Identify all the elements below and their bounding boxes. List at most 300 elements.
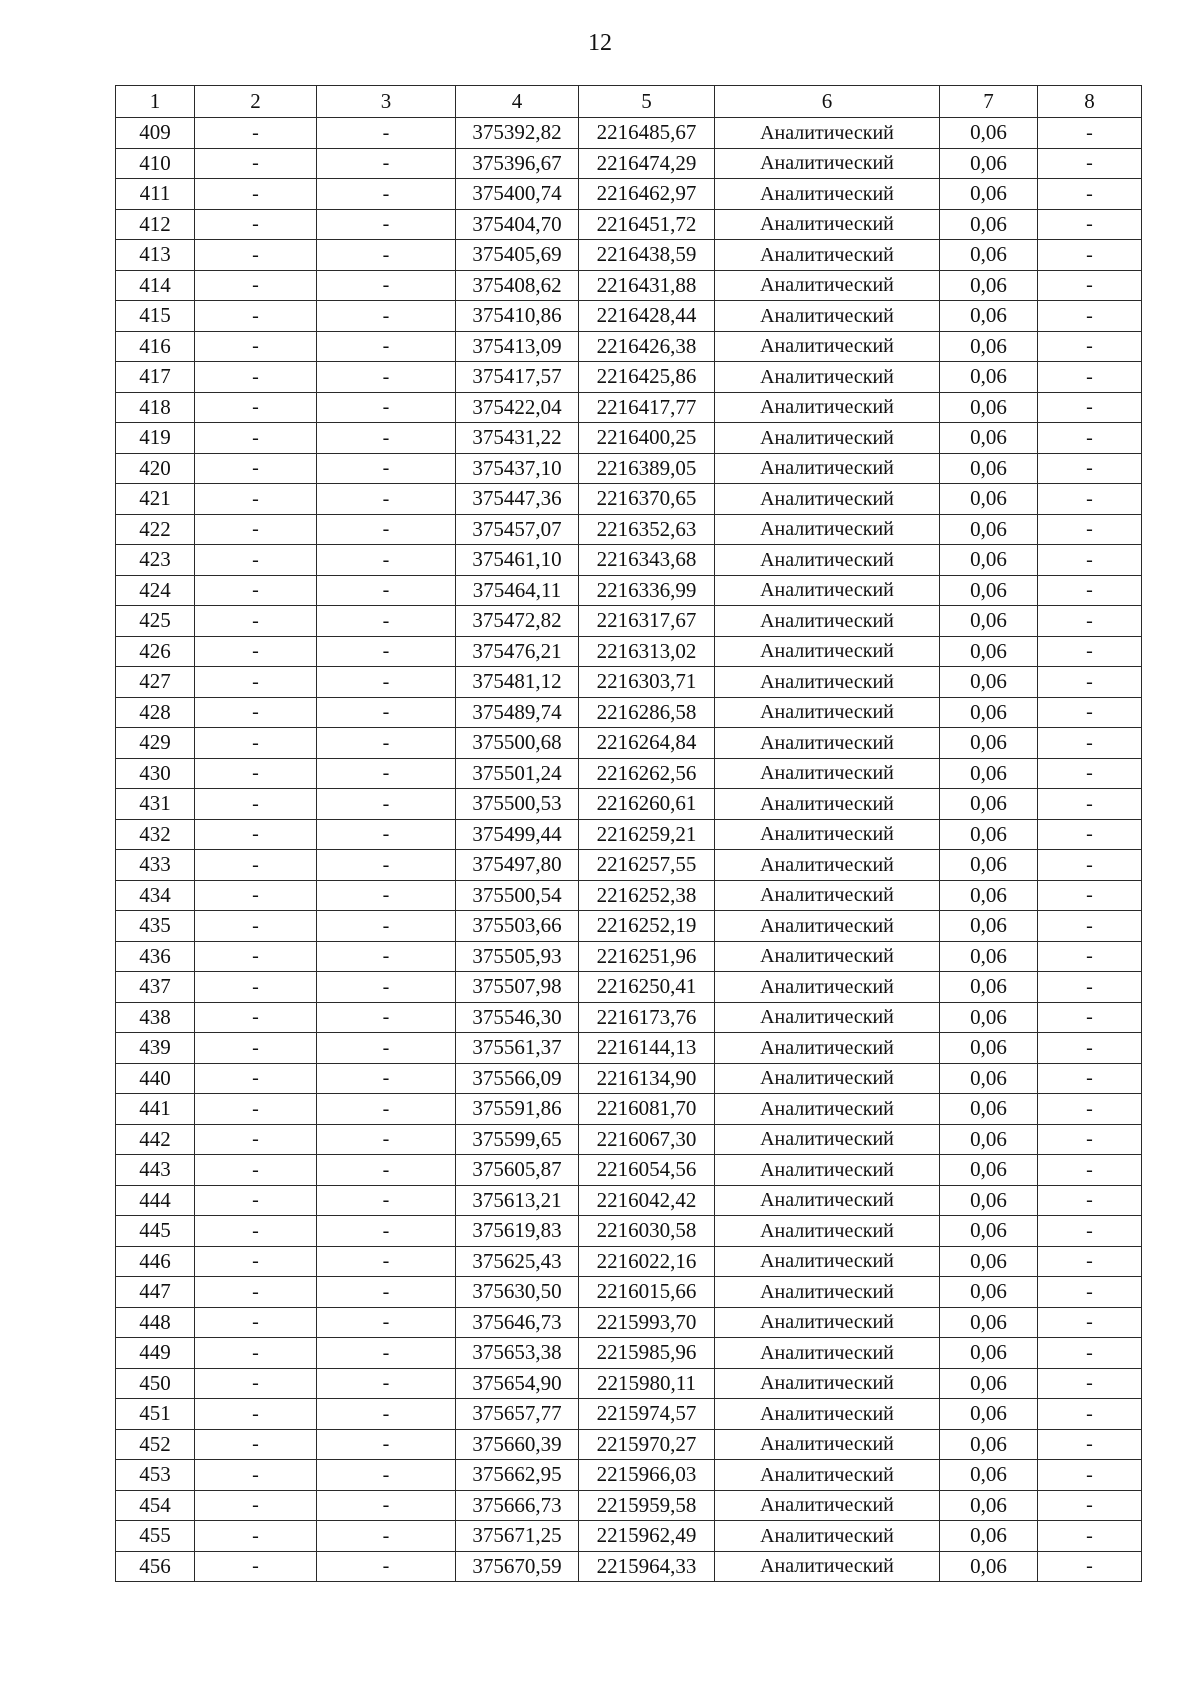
- page-number: 12: [588, 30, 612, 56]
- point-number-cell: 451: [116, 1399, 195, 1430]
- y-coordinate-cell: 2216264,84: [579, 728, 715, 759]
- x-coordinate-cell: 375566,09: [456, 1063, 579, 1094]
- y-coordinate-cell: 2216313,02: [579, 636, 715, 667]
- point-number-cell: 420: [116, 453, 195, 484]
- method-cell: Аналитический: [715, 1368, 940, 1399]
- accuracy-cell: 0,06: [940, 972, 1038, 1003]
- col8-cell: -: [1038, 1094, 1142, 1125]
- col2-cell: -: [195, 453, 317, 484]
- method-cell: Аналитический: [715, 636, 940, 667]
- col8-cell: -: [1038, 240, 1142, 271]
- accuracy-cell: 0,06: [940, 209, 1038, 240]
- accuracy-cell: 0,06: [940, 179, 1038, 210]
- col2-cell: -: [195, 1124, 317, 1155]
- x-coordinate-cell: 375605,87: [456, 1155, 579, 1186]
- accuracy-cell: 0,06: [940, 1094, 1038, 1125]
- point-number-cell: 442: [116, 1124, 195, 1155]
- col8-cell: -: [1038, 179, 1142, 210]
- col8-cell: -: [1038, 758, 1142, 789]
- method-cell: Аналитический: [715, 1429, 940, 1460]
- accuracy-cell: 0,06: [940, 1124, 1038, 1155]
- x-coordinate-cell: 375657,77: [456, 1399, 579, 1430]
- col3-cell: -: [317, 1124, 456, 1155]
- col2-cell: -: [195, 941, 317, 972]
- accuracy-cell: 0,06: [940, 1551, 1038, 1582]
- x-coordinate-cell: 375392,82: [456, 118, 579, 149]
- col2-cell: -: [195, 911, 317, 942]
- col8-cell: -: [1038, 1399, 1142, 1430]
- table-row: [116, 1368, 1142, 1399]
- table-row: [116, 575, 1142, 606]
- y-coordinate-cell: 2216431,88: [579, 270, 715, 301]
- coordinates-table: [115, 85, 1142, 1582]
- col8-cell: -: [1038, 148, 1142, 179]
- col8-cell: -: [1038, 392, 1142, 423]
- x-coordinate-cell: 375476,21: [456, 636, 579, 667]
- accuracy-cell: 0,06: [940, 941, 1038, 972]
- col2-cell: -: [195, 484, 317, 515]
- point-number-cell: 456: [116, 1551, 195, 1582]
- point-number-cell: 439: [116, 1033, 195, 1064]
- y-coordinate-cell: 2215962,49: [579, 1521, 715, 1552]
- point-number-cell: 419: [116, 423, 195, 454]
- x-coordinate-cell: 375481,12: [456, 667, 579, 698]
- col8-cell: -: [1038, 606, 1142, 637]
- method-cell: Аналитический: [715, 1002, 940, 1033]
- method-cell: Аналитический: [715, 1399, 940, 1430]
- point-number-cell: 411: [116, 179, 195, 210]
- x-coordinate-cell: 375499,44: [456, 819, 579, 850]
- y-coordinate-cell: 2216417,77: [579, 392, 715, 423]
- method-cell: Аналитический: [715, 667, 940, 698]
- table-row: [116, 118, 1142, 149]
- col8-cell: -: [1038, 209, 1142, 240]
- point-number-cell: 421: [116, 484, 195, 515]
- col3-cell: -: [317, 880, 456, 911]
- table-row: [116, 819, 1142, 850]
- col2-cell: -: [195, 240, 317, 271]
- table-row: [116, 667, 1142, 698]
- table-row: [116, 484, 1142, 515]
- col8-cell: -: [1038, 1521, 1142, 1552]
- col3-cell: -: [317, 850, 456, 881]
- point-number-cell: 415: [116, 301, 195, 332]
- point-number-cell: 441: [116, 1094, 195, 1125]
- col3-cell: -: [317, 972, 456, 1003]
- col2-cell: -: [195, 697, 317, 728]
- x-coordinate-cell: 375405,69: [456, 240, 579, 271]
- point-number-cell: 430: [116, 758, 195, 789]
- x-coordinate-cell: 375660,39: [456, 1429, 579, 1460]
- y-coordinate-cell: 2216438,59: [579, 240, 715, 271]
- table-row: [116, 1490, 1142, 1521]
- method-cell: Аналитический: [715, 514, 940, 545]
- y-coordinate-cell: 2215993,70: [579, 1307, 715, 1338]
- col8-cell: -: [1038, 1277, 1142, 1308]
- col2-cell: -: [195, 545, 317, 576]
- method-cell: Аналитический: [715, 1277, 940, 1308]
- accuracy-cell: 0,06: [940, 1399, 1038, 1430]
- col8-cell: -: [1038, 728, 1142, 759]
- method-cell: Аналитический: [715, 240, 940, 271]
- col8-cell: -: [1038, 545, 1142, 576]
- col3-cell: -: [317, 331, 456, 362]
- col3-cell: -: [317, 1277, 456, 1308]
- method-cell: Аналитический: [715, 209, 940, 240]
- table-row: [116, 362, 1142, 393]
- accuracy-cell: 0,06: [940, 911, 1038, 942]
- accuracy-cell: 0,06: [940, 240, 1038, 271]
- accuracy-cell: 0,06: [940, 789, 1038, 820]
- table-row: [116, 880, 1142, 911]
- col3-cell: -: [317, 545, 456, 576]
- col3-cell: -: [317, 1307, 456, 1338]
- table-row: [116, 179, 1142, 210]
- col2-cell: -: [195, 1429, 317, 1460]
- col3-cell: -: [317, 1338, 456, 1369]
- x-coordinate-cell: 375654,90: [456, 1368, 579, 1399]
- table-row: [116, 1002, 1142, 1033]
- column-header: 5: [579, 86, 715, 118]
- x-coordinate-cell: 375666,73: [456, 1490, 579, 1521]
- accuracy-cell: 0,06: [940, 1185, 1038, 1216]
- x-coordinate-cell: 375500,53: [456, 789, 579, 820]
- table-row: [116, 697, 1142, 728]
- y-coordinate-cell: 2216336,99: [579, 575, 715, 606]
- point-number-cell: 413: [116, 240, 195, 271]
- col8-cell: -: [1038, 667, 1142, 698]
- col8-cell: -: [1038, 270, 1142, 301]
- y-coordinate-cell: 2216173,76: [579, 1002, 715, 1033]
- col3-cell: -: [317, 1002, 456, 1033]
- col2-cell: -: [195, 1002, 317, 1033]
- col2-cell: -: [195, 362, 317, 393]
- accuracy-cell: 0,06: [940, 423, 1038, 454]
- table-row: [116, 514, 1142, 545]
- point-number-cell: 427: [116, 667, 195, 698]
- y-coordinate-cell: 2216425,86: [579, 362, 715, 393]
- point-number-cell: 425: [116, 606, 195, 637]
- col8-cell: -: [1038, 1307, 1142, 1338]
- accuracy-cell: 0,06: [940, 118, 1038, 149]
- table-row: [116, 1338, 1142, 1369]
- accuracy-cell: 0,06: [940, 453, 1038, 484]
- y-coordinate-cell: 2216400,25: [579, 423, 715, 454]
- point-number-cell: 447: [116, 1277, 195, 1308]
- col3-cell: -: [317, 118, 456, 149]
- col3-cell: -: [317, 667, 456, 698]
- table-row: [116, 911, 1142, 942]
- table-body: [116, 118, 1142, 1582]
- method-cell: Аналитический: [715, 545, 940, 576]
- accuracy-cell: 0,06: [940, 880, 1038, 911]
- point-number-cell: 429: [116, 728, 195, 759]
- accuracy-cell: 0,06: [940, 1307, 1038, 1338]
- method-cell: Аналитический: [715, 1551, 940, 1582]
- y-coordinate-cell: 2216389,05: [579, 453, 715, 484]
- point-number-cell: 431: [116, 789, 195, 820]
- x-coordinate-cell: 375599,65: [456, 1124, 579, 1155]
- method-cell: Аналитический: [715, 1216, 940, 1247]
- col8-cell: -: [1038, 911, 1142, 942]
- header-row: [116, 86, 1142, 118]
- accuracy-cell: 0,06: [940, 148, 1038, 179]
- point-number-cell: 438: [116, 1002, 195, 1033]
- point-number-cell: 423: [116, 545, 195, 576]
- method-cell: Аналитический: [715, 331, 940, 362]
- col3-cell: -: [317, 392, 456, 423]
- x-coordinate-cell: 375497,80: [456, 850, 579, 881]
- method-cell: Аналитический: [715, 301, 940, 332]
- col3-cell: -: [317, 1490, 456, 1521]
- col3-cell: -: [317, 575, 456, 606]
- y-coordinate-cell: 2216081,70: [579, 1094, 715, 1125]
- method-cell: Аналитический: [715, 1521, 940, 1552]
- col2-cell: -: [195, 972, 317, 1003]
- col3-cell: -: [317, 270, 456, 301]
- method-cell: Аналитический: [715, 728, 940, 759]
- point-number-cell: 452: [116, 1429, 195, 1460]
- table-row: [116, 331, 1142, 362]
- method-cell: Аналитический: [715, 423, 940, 454]
- y-coordinate-cell: 2216134,90: [579, 1063, 715, 1094]
- y-coordinate-cell: 2216462,97: [579, 179, 715, 210]
- method-cell: Аналитический: [715, 179, 940, 210]
- x-coordinate-cell: 375662,95: [456, 1460, 579, 1491]
- col2-cell: -: [195, 118, 317, 149]
- method-cell: Аналитический: [715, 1490, 940, 1521]
- col2-cell: -: [195, 331, 317, 362]
- accuracy-cell: 0,06: [940, 1216, 1038, 1247]
- x-coordinate-cell: 375546,30: [456, 1002, 579, 1033]
- col3-cell: -: [317, 1399, 456, 1430]
- y-coordinate-cell: 2215964,33: [579, 1551, 715, 1582]
- table-row: [116, 941, 1142, 972]
- point-number-cell: 454: [116, 1490, 195, 1521]
- x-coordinate-cell: 375625,43: [456, 1246, 579, 1277]
- accuracy-cell: 0,06: [940, 697, 1038, 728]
- method-cell: Аналитический: [715, 575, 940, 606]
- point-number-cell: 440: [116, 1063, 195, 1094]
- point-number-cell: 414: [116, 270, 195, 301]
- y-coordinate-cell: 2215966,03: [579, 1460, 715, 1491]
- accuracy-cell: 0,06: [940, 392, 1038, 423]
- column-header: 4: [456, 86, 579, 118]
- method-cell: Аналитический: [715, 972, 940, 1003]
- y-coordinate-cell: 2215970,27: [579, 1429, 715, 1460]
- col8-cell: -: [1038, 514, 1142, 545]
- accuracy-cell: 0,06: [940, 484, 1038, 515]
- point-number-cell: 449: [116, 1338, 195, 1369]
- method-cell: Аналитический: [715, 118, 940, 149]
- accuracy-cell: 0,06: [940, 1490, 1038, 1521]
- col3-cell: -: [317, 728, 456, 759]
- col2-cell: -: [195, 1033, 317, 1064]
- table-row: [116, 789, 1142, 820]
- col2-cell: -: [195, 758, 317, 789]
- col3-cell: -: [317, 819, 456, 850]
- x-coordinate-cell: 375422,04: [456, 392, 579, 423]
- col8-cell: -: [1038, 880, 1142, 911]
- col3-cell: -: [317, 423, 456, 454]
- x-coordinate-cell: 375457,07: [456, 514, 579, 545]
- accuracy-cell: 0,06: [940, 850, 1038, 881]
- y-coordinate-cell: 2216317,67: [579, 606, 715, 637]
- accuracy-cell: 0,06: [940, 819, 1038, 850]
- x-coordinate-cell: 375404,70: [456, 209, 579, 240]
- col3-cell: -: [317, 148, 456, 179]
- y-coordinate-cell: 2216343,68: [579, 545, 715, 576]
- table-row: [116, 209, 1142, 240]
- col2-cell: -: [195, 1185, 317, 1216]
- col8-cell: -: [1038, 362, 1142, 393]
- point-number-cell: 428: [116, 697, 195, 728]
- y-coordinate-cell: 2216144,13: [579, 1033, 715, 1064]
- method-cell: Аналитический: [715, 606, 940, 637]
- y-coordinate-cell: 2216257,55: [579, 850, 715, 881]
- accuracy-cell: 0,06: [940, 1002, 1038, 1033]
- accuracy-cell: 0,06: [940, 270, 1038, 301]
- y-coordinate-cell: 2216260,61: [579, 789, 715, 820]
- table-row: [116, 301, 1142, 332]
- method-cell: Аналитический: [715, 1155, 940, 1186]
- accuracy-cell: 0,06: [940, 301, 1038, 332]
- table-row: [116, 1551, 1142, 1582]
- col8-cell: -: [1038, 423, 1142, 454]
- col2-cell: -: [195, 819, 317, 850]
- table-header: [116, 86, 1142, 118]
- col8-cell: -: [1038, 1490, 1142, 1521]
- col8-cell: -: [1038, 1246, 1142, 1277]
- col2-cell: -: [195, 514, 317, 545]
- col3-cell: -: [317, 179, 456, 210]
- col3-cell: -: [317, 209, 456, 240]
- point-number-cell: 418: [116, 392, 195, 423]
- point-number-cell: 446: [116, 1246, 195, 1277]
- col3-cell: -: [317, 1368, 456, 1399]
- column-header: 2: [195, 86, 317, 118]
- method-cell: Аналитический: [715, 1185, 940, 1216]
- x-coordinate-cell: 375500,54: [456, 880, 579, 911]
- method-cell: Аналитический: [715, 1094, 940, 1125]
- table-row: [116, 240, 1142, 271]
- col3-cell: -: [317, 301, 456, 332]
- x-coordinate-cell: 375461,10: [456, 545, 579, 576]
- x-coordinate-cell: 375417,57: [456, 362, 579, 393]
- col2-cell: -: [195, 1338, 317, 1369]
- col3-cell: -: [317, 1094, 456, 1125]
- col2-cell: -: [195, 392, 317, 423]
- x-coordinate-cell: 375646,73: [456, 1307, 579, 1338]
- col2-cell: -: [195, 1246, 317, 1277]
- y-coordinate-cell: 2216251,96: [579, 941, 715, 972]
- table-row: [116, 1033, 1142, 1064]
- col2-cell: -: [195, 575, 317, 606]
- method-cell: Аналитический: [715, 270, 940, 301]
- accuracy-cell: 0,06: [940, 758, 1038, 789]
- col8-cell: -: [1038, 1063, 1142, 1094]
- col8-cell: -: [1038, 575, 1142, 606]
- table-row: [116, 453, 1142, 484]
- col8-cell: -: [1038, 789, 1142, 820]
- col3-cell: -: [317, 453, 456, 484]
- col2-cell: -: [195, 789, 317, 820]
- col2-cell: -: [195, 1216, 317, 1247]
- table-row: [116, 1094, 1142, 1125]
- y-coordinate-cell: 2216067,30: [579, 1124, 715, 1155]
- point-number-cell: 436: [116, 941, 195, 972]
- table-row: [116, 1063, 1142, 1094]
- col3-cell: -: [317, 1216, 456, 1247]
- col8-cell: -: [1038, 1155, 1142, 1186]
- column-header: 1: [116, 86, 195, 118]
- method-cell: Аналитический: [715, 758, 940, 789]
- method-cell: Аналитический: [715, 362, 940, 393]
- col2-cell: -: [195, 1307, 317, 1338]
- x-coordinate-cell: 375619,83: [456, 1216, 579, 1247]
- col8-cell: -: [1038, 1216, 1142, 1247]
- x-coordinate-cell: 375400,74: [456, 179, 579, 210]
- accuracy-cell: 0,06: [940, 1246, 1038, 1277]
- col3-cell: -: [317, 758, 456, 789]
- y-coordinate-cell: 2216054,56: [579, 1155, 715, 1186]
- y-coordinate-cell: 2216252,38: [579, 880, 715, 911]
- x-coordinate-cell: 375431,22: [456, 423, 579, 454]
- accuracy-cell: 0,06: [940, 362, 1038, 393]
- method-cell: Аналитический: [715, 392, 940, 423]
- accuracy-cell: 0,06: [940, 636, 1038, 667]
- y-coordinate-cell: 2216030,58: [579, 1216, 715, 1247]
- col3-cell: -: [317, 1033, 456, 1064]
- y-coordinate-cell: 2216286,58: [579, 697, 715, 728]
- col8-cell: -: [1038, 1002, 1142, 1033]
- y-coordinate-cell: 2216428,44: [579, 301, 715, 332]
- table-row: [116, 1277, 1142, 1308]
- x-coordinate-cell: 375489,74: [456, 697, 579, 728]
- method-cell: Аналитический: [715, 850, 940, 881]
- col2-cell: -: [195, 1277, 317, 1308]
- accuracy-cell: 0,06: [940, 1277, 1038, 1308]
- accuracy-cell: 0,06: [940, 728, 1038, 759]
- accuracy-cell: 0,06: [940, 1063, 1038, 1094]
- point-number-cell: 433: [116, 850, 195, 881]
- y-coordinate-cell: 2216474,29: [579, 148, 715, 179]
- accuracy-cell: 0,06: [940, 1429, 1038, 1460]
- col3-cell: -: [317, 1246, 456, 1277]
- table-row: [116, 270, 1142, 301]
- y-coordinate-cell: 2216252,19: [579, 911, 715, 942]
- x-coordinate-cell: 375408,62: [456, 270, 579, 301]
- table-row: [116, 1521, 1142, 1552]
- column-header: 8: [1038, 86, 1142, 118]
- table-row: [116, 1246, 1142, 1277]
- table-row: [116, 850, 1142, 881]
- table-row: [116, 392, 1142, 423]
- col2-cell: -: [195, 179, 317, 210]
- point-number-cell: 448: [116, 1307, 195, 1338]
- col3-cell: -: [317, 911, 456, 942]
- col3-cell: -: [317, 362, 456, 393]
- col2-cell: -: [195, 1063, 317, 1094]
- table-row: [116, 636, 1142, 667]
- col8-cell: -: [1038, 484, 1142, 515]
- col2-cell: -: [195, 1155, 317, 1186]
- y-coordinate-cell: 2216042,42: [579, 1185, 715, 1216]
- accuracy-cell: 0,06: [940, 575, 1038, 606]
- col2-cell: -: [195, 423, 317, 454]
- accuracy-cell: 0,06: [940, 1033, 1038, 1064]
- x-coordinate-cell: 375501,24: [456, 758, 579, 789]
